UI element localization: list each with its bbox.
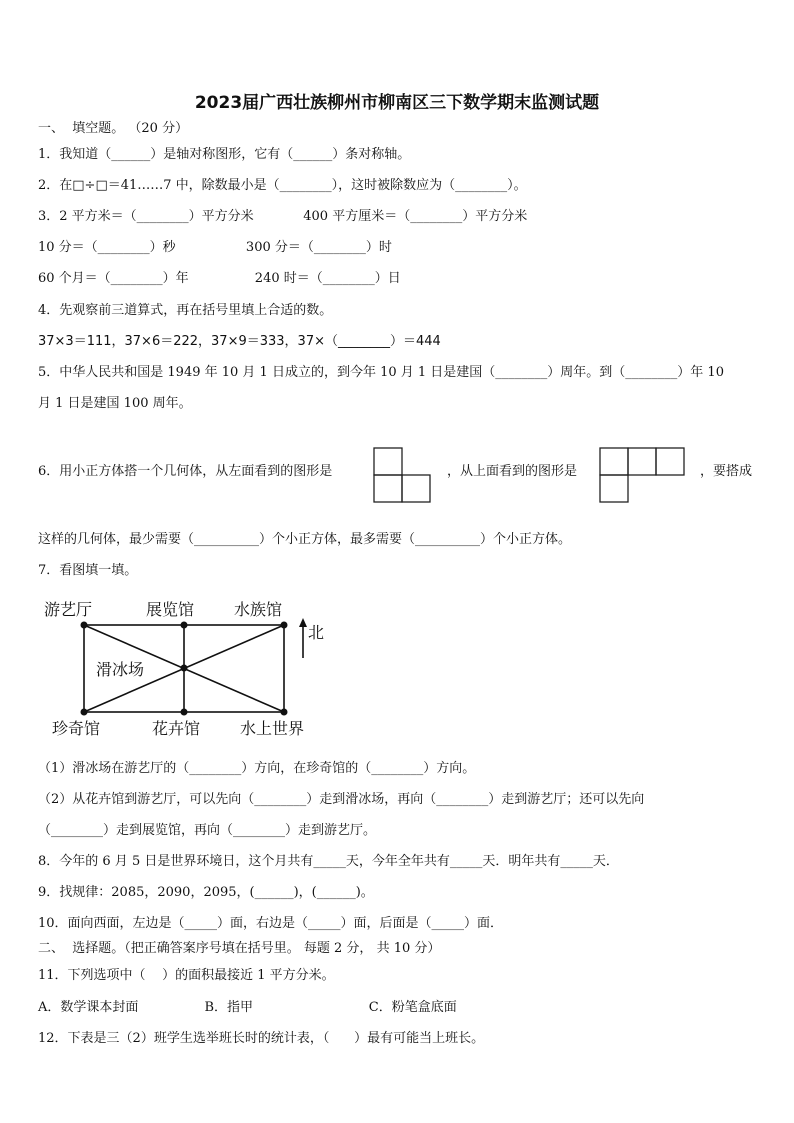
question-3-line-3: 60 个月＝（________）年 240 时＝（________）日 [38, 271, 401, 286]
question-2: 2．在□÷□＝41……7 中，除数最小是（________），这时被除数应为（________）。 [38, 178, 527, 193]
top-view-figure [599, 447, 689, 503]
park-map-figure [38, 594, 338, 744]
label-flower-hall: 花卉馆 [152, 719, 201, 738]
question-7: 7．看图填一填。 [38, 563, 138, 578]
question-4: 4．先观察前三道算式，再在括号里填上合适的数。 [38, 303, 333, 318]
question-5-line-2: 月 1 日是建国 100 周年。 [38, 396, 192, 411]
label-skating-rink: 滑冰场 [96, 660, 145, 679]
question-9: 9．找规律：2085，2090，2095，(______)，(______)。 [38, 885, 374, 900]
question-11-options: A．数学课本封面 B．指甲 C．粉笔盒底面 [38, 1000, 457, 1015]
question-3-line-1: 3．2 平方米＝（________）平方分米 400 平方厘米＝（________）平方分米 [38, 209, 528, 224]
page-title: 2023届广西壮族柳州市柳南区三下数学期末监测试题 [194, 93, 600, 113]
label-exhibition-hall: 展览馆 [146, 600, 195, 619]
question-5-line-1: 5．中华人民共和国是 1949 年 10 月 1 日成立的，到今年 10 月 1 日是建国（________）周年。到（________）年 10 [38, 365, 724, 380]
question-10: 10．面向西面，左边是（_____）面，右边是（_____）面，后面是（_____）面． [38, 916, 504, 931]
question-3-line-2: 10 分＝（________）秒 300 分＝（________）时 [38, 240, 392, 255]
question-6-part-2: ，从上面看到的图形是 [447, 464, 578, 479]
question-4-equations: 37×3＝111，37×6＝222，37×9＝333，37×（________）＝444 [38, 334, 441, 349]
question-6-line-2: 这样的几何体，最少需要（__________）个小正方体，最多需要（__________）个小正方体。 [38, 532, 572, 547]
question-7-part-1: （1）滑冰场在游艺厅的（________）方向，在珍奇馆的（________）方向。 [38, 761, 476, 776]
label-aquarium: 水族馆 [234, 600, 283, 619]
question-7-part-2-line-1: （2）从花卉馆到游艺厅，可以先向（________）走到滑冰场，再向（________）走到游艺厅；还可以先向 [38, 792, 645, 807]
label-curio-hall: 珍奇馆 [52, 719, 101, 738]
section-heading-multiple-choice: 二、 选择题。（把正确答案序号填在括号里。 每题 2 分， 共 10 分） [38, 941, 441, 956]
question-11: 11．下列选项中（ ）的面积最接近 1 平方分米。 [38, 968, 335, 983]
left-view-figure [373, 447, 433, 503]
question-8: 8．今年的 6 月 5 日是世界环境日，这个月共有_____天，今年全年共有_____天．明年共有_____天． [38, 854, 619, 869]
label-water-world: 水上世界 [240, 719, 305, 738]
question-12: 12．下表是三（2）班学生选举班长时的统计表，（ ）最有可能当上班长。 [38, 1031, 485, 1046]
question-6-part-1: 6．用小正方体搭一个几何体，从左面看到的图形是 [38, 464, 333, 479]
question-7-part-2-line-2: （________）走到展览馆，再向（________）走到游艺厅。 [38, 823, 377, 838]
question-1: 1．我知道（______）是轴对称图形，它有（______）条对称轴。 [38, 147, 411, 162]
question-6-part-3: ，要搭成 [700, 464, 753, 479]
label-north: 北 [308, 623, 325, 642]
north-arrow-icon [299, 618, 307, 658]
label-amusement-hall: 游艺厅 [44, 600, 93, 619]
section-heading-fill-blank: 一、 填空题。 （20 分） [38, 121, 189, 136]
